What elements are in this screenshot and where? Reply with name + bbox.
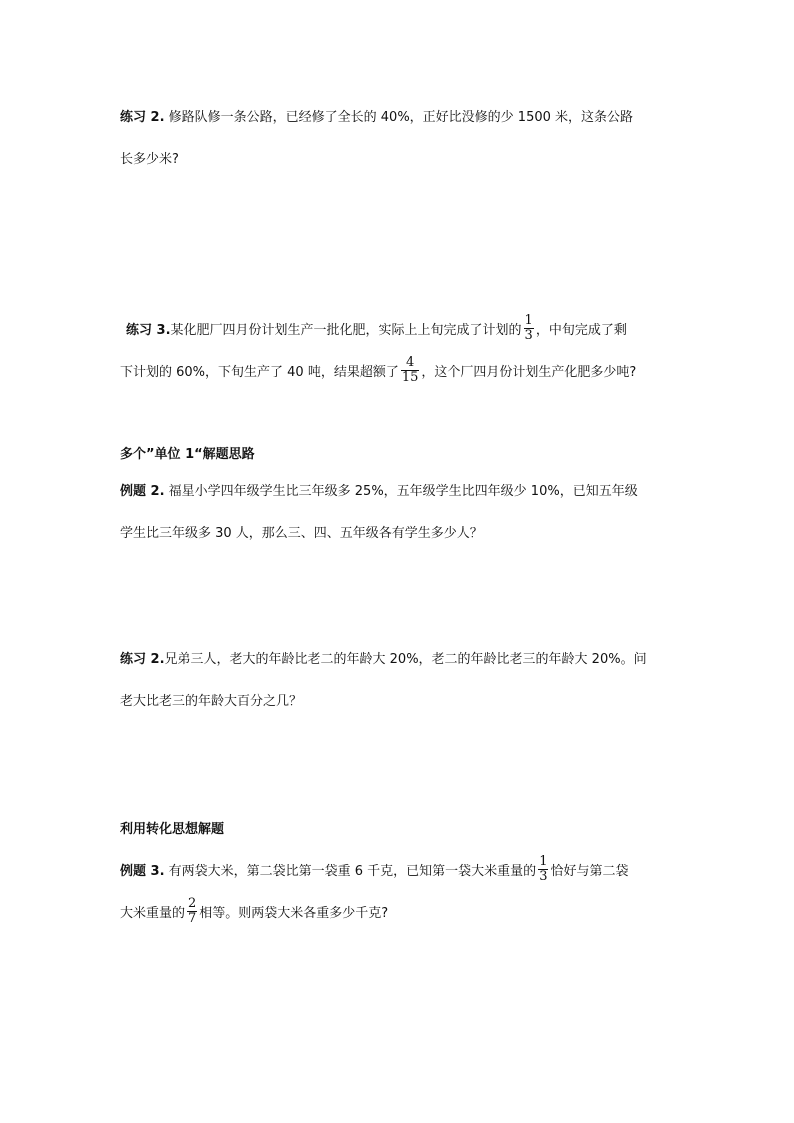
exercise-2-text-2: 长多少米? bbox=[120, 152, 179, 167]
section-heading-multiple-units: 多个”单位 1“解题思路 bbox=[120, 447, 255, 462]
exercise-2b-text-2: 老大比老三的年龄大百分之几？ bbox=[120, 694, 303, 709]
fraction-denominator: 7 bbox=[188, 911, 197, 926]
exercise-3-text-2: ，中旬完成了剩 bbox=[535, 323, 627, 338]
exercise-3-line-1 bbox=[126, 313, 627, 345]
exercise-2-text-1: 修路队修一条公路，已经修了全长的 40%，正好比没修的少 1500 米，这条公路 bbox=[164, 110, 634, 125]
example-3-text-3: 大米重量的 bbox=[120, 906, 186, 921]
example-3-fraction-1 bbox=[538, 855, 548, 884]
fraction-numerator: 2 bbox=[188, 896, 197, 911]
exercise-3-fraction-1 bbox=[524, 314, 534, 343]
exercise-2b-label: 练习 2. bbox=[120, 652, 165, 667]
exercise-3-text-3: 下计划的 60%，下旬生产了 40 吨，结果超额了 bbox=[120, 365, 399, 380]
exercise-3-fraction-2 bbox=[401, 356, 420, 385]
example-2-text-2: 学生比三年级多 30 人，那么三、四、五年级各有学生多少人？ bbox=[120, 526, 483, 541]
exercise-2-label: 练习 2. bbox=[120, 110, 165, 125]
exercise-3-line-2 bbox=[120, 355, 637, 387]
section-heading-transformation: 利用转化思想解题 bbox=[120, 822, 225, 837]
fraction-numerator: 1 bbox=[524, 313, 533, 328]
example-3-line-1 bbox=[120, 854, 629, 886]
fraction-denominator: 15 bbox=[401, 370, 419, 385]
fraction-denominator: 3 bbox=[539, 869, 548, 884]
example-2-text-1: 福星小学四年级学生比三年级多 25%，五年级学生比四年级少 10%，已知五年级 bbox=[164, 484, 638, 499]
example-3-fraction-2 bbox=[187, 897, 197, 926]
example-3-line-2 bbox=[120, 896, 389, 928]
fraction-numerator: 1 bbox=[539, 854, 548, 869]
fraction-numerator: 4 bbox=[401, 356, 420, 371]
exercise-2b-line-1 bbox=[120, 651, 647, 669]
example-3-text-4: 相等。则两袋大米各重多少千克? bbox=[199, 906, 389, 921]
exercise-3-text-1: 某化肥厂四月份计划生产一批化肥，实际上上旬完成了计划的 bbox=[170, 323, 522, 338]
example-2-label: 例题 2. bbox=[120, 484, 165, 499]
exercise-2-line-2 bbox=[120, 151, 179, 169]
exercise-2b-line-2 bbox=[120, 693, 302, 711]
exercise-2-line-1 bbox=[120, 109, 633, 127]
example-3-text-2: 恰好与第二袋 bbox=[550, 864, 629, 879]
example-3-text-1: 有两袋大米，第二袋比第一袋重 6 千克，已知第一袋大米重量的 bbox=[164, 864, 537, 879]
example-2-line-2 bbox=[120, 525, 483, 543]
example-3-label: 例题 3. bbox=[120, 864, 165, 879]
exercise-3-text-4: ，这个厂四月份计划生产化肥多少吨? bbox=[421, 365, 637, 380]
fraction-denominator: 3 bbox=[524, 328, 533, 343]
example-2-line-1 bbox=[120, 483, 638, 501]
exercise-3-label: 练习 3. bbox=[126, 323, 171, 338]
exercise-2b-text-1: 兄弟三人，老大的年龄比老二的年龄大 20%，老二的年龄比老三的年龄大 20%。问 bbox=[164, 652, 647, 667]
